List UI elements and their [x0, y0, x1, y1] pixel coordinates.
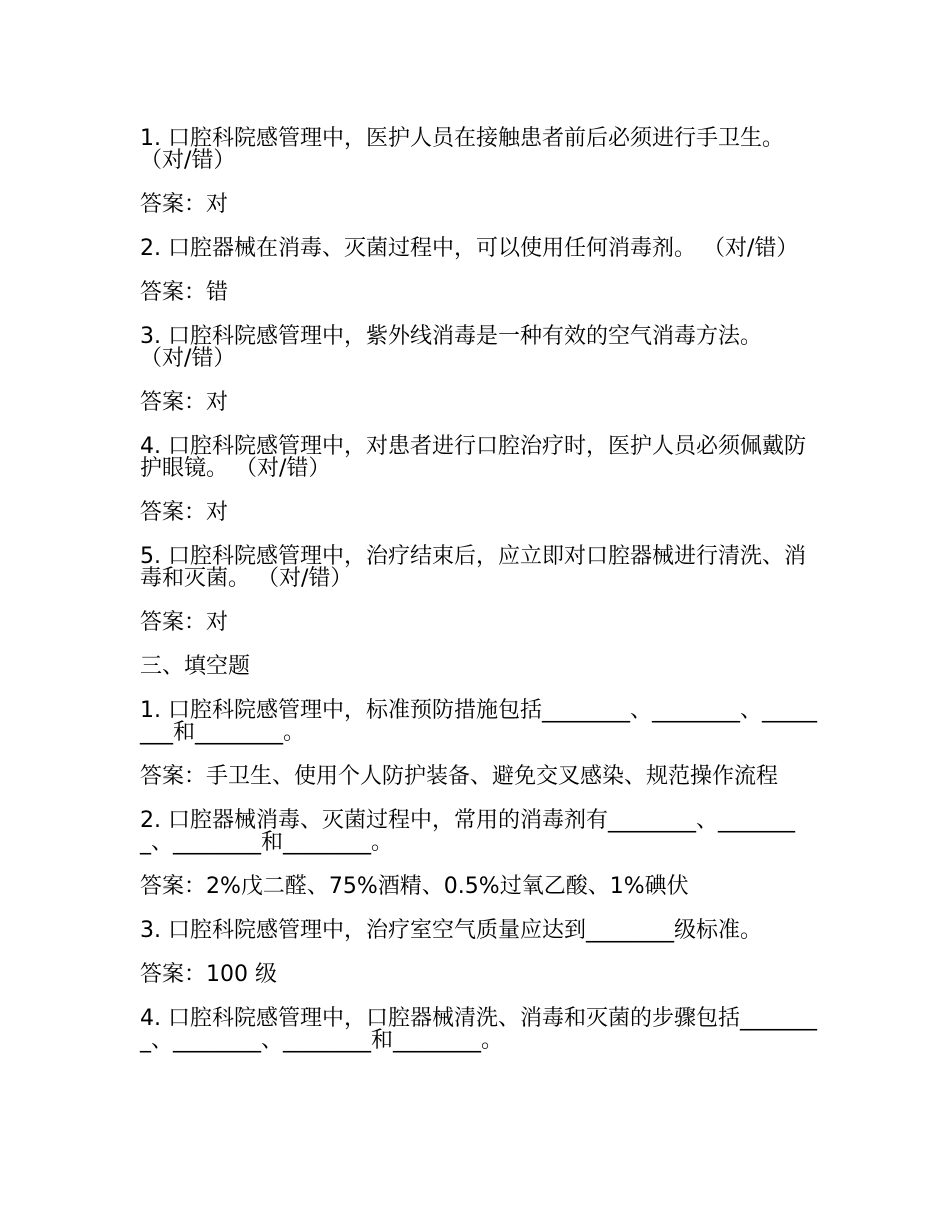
- document-page: [140, 128, 820, 1074]
- fill-answer-1: 答案：手卫生、使用个人防护装备、避免交叉感染、规范操作流程: [140, 764, 779, 789]
- tf-answer-1: 答案：对: [140, 192, 229, 217]
- tf-question-2: 2. 口腔器械在消毒、灭菌过程中，可以使用任何消毒剂。 （对/错）: [140, 236, 799, 261]
- tf-question-1: 1. 口腔科院感管理中，医护人员在接触患者前后必须进行手卫生。 （对/错）: [140, 126, 784, 173]
- fill-question-4: 4. 口腔科院感管理中，口腔器械清洗、消毒和灭菌的步骤包括________、________、________和________。: [140, 1006, 817, 1053]
- tf-answer-2: 答案：错: [140, 280, 229, 305]
- tf-answer-4: 答案：对: [140, 500, 229, 525]
- tf-question-4: 4. 口腔科院感管理中，对患者进行口腔治疗时，医护人员必须佩戴防护眼镜。 （对/错）: [140, 434, 806, 481]
- tf-answer-3: 答案：对: [140, 390, 229, 415]
- fill-answer-3: 答案：100 级: [140, 962, 277, 987]
- tf-question-3: 3. 口腔科院感管理中，紫外线消毒是一种有效的空气消毒方法。 （对/错）: [140, 324, 762, 371]
- fill-answer-2: 答案：2%戊二醛、75%酒精、0.5%过氧乙酸、1%碘伏: [140, 874, 689, 899]
- fill-question-2: 2. 口腔器械消毒、灭菌过程中，常用的消毒剂有________、________、________和________。: [140, 808, 795, 855]
- tf-answer-5: 答案：对: [140, 610, 229, 635]
- section-heading-fill-in: 三、填空题: [140, 654, 251, 679]
- fill-question-1: 1. 口腔科院感管理中，标准预防措施包括________、________、________和________。: [140, 698, 817, 745]
- tf-question-5: 5. 口腔科院感管理中，治疗结束后，应立即对口腔器械进行清洗、消毒和灭菌。 （对/错）: [140, 544, 806, 591]
- fill-question-3: 3. 口腔科院感管理中，治疗室空气质量应达到________级标准。: [140, 918, 762, 943]
